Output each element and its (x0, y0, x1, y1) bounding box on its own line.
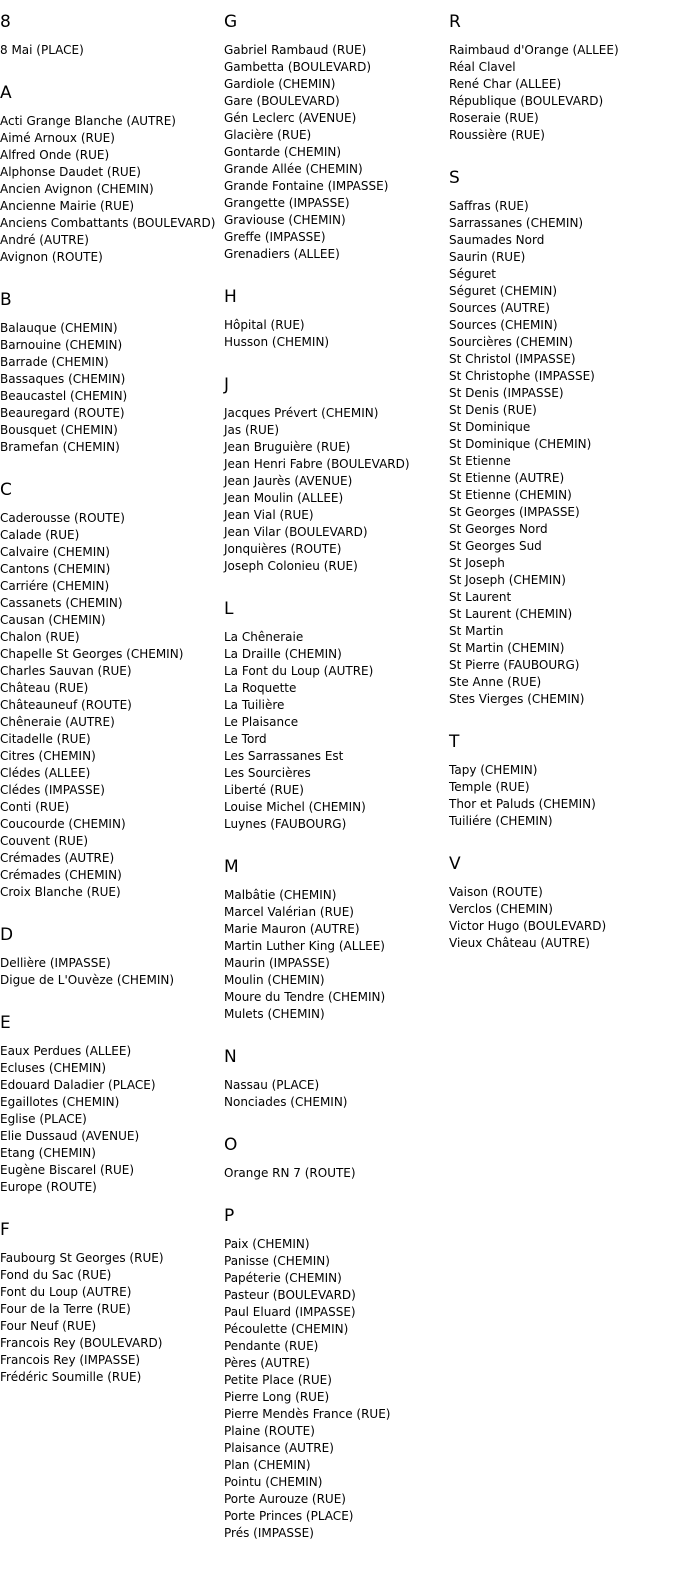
street-list (0, 1250, 220, 1386)
letter-section (224, 275, 444, 363)
street-link[interactable]: St Martin (449, 624, 504, 638)
street-link[interactable]: Faubourg St Georges (RUE) (0, 1251, 164, 1265)
section-letter: M (224, 857, 239, 877)
street-link[interactable]: Paul Eluard (IMPASSE) (224, 1305, 356, 1319)
street-link[interactable]: Porte Aurouze (RUE) (224, 1492, 346, 1506)
street-link[interactable]: Séguret (CHEMIN) (449, 284, 558, 298)
street-link[interactable]: Bassaques (CHEMIN) (0, 372, 126, 386)
letter-section (0, 1001, 220, 1208)
letter-section (0, 468, 220, 913)
street-link[interactable]: Pasteur (BOULEVARD) (224, 1288, 356, 1302)
street-list (0, 320, 220, 456)
street-link[interactable]: Grande Fontaine (IMPASSE) (224, 179, 389, 193)
street-link[interactable]: St Georges Nord (449, 522, 548, 536)
street-link[interactable]: Eglise (PLACE) (0, 1112, 87, 1126)
section-letter: O (224, 1135, 238, 1155)
street-link[interactable]: Séguret (449, 267, 496, 281)
street-link[interactable]: Gabriel Rambaud (RUE) (224, 43, 367, 57)
street-link[interactable]: Panisse (CHEMIN) (224, 1254, 330, 1268)
street-link[interactable]: Maurin (IMPASSE) (224, 956, 330, 970)
street-link[interactable]: St Georges Sud (449, 539, 542, 553)
street-link[interactable]: Sourcières (CHEMIN) (449, 335, 573, 349)
section-letter: S (449, 168, 460, 188)
street-link[interactable]: Jean Vilar (BOULEVARD) (224, 525, 368, 539)
street-list (224, 887, 444, 1023)
street-link[interactable]: La Roquette (224, 681, 297, 695)
street-link[interactable]: Tuiliére (CHEMIN) (449, 814, 553, 828)
street-link[interactable]: Pères (AUTRE) (224, 1356, 310, 1370)
section-letter: D (0, 925, 14, 945)
street-link[interactable]: St Christol (IMPASSE) (449, 352, 576, 366)
street-link[interactable]: Le Tord (224, 732, 267, 746)
street-link[interactable]: Crémades (AUTRE) (0, 851, 115, 865)
street-link[interactable]: Luynes (FAUBOURG) (224, 817, 347, 831)
street-list (224, 629, 444, 833)
street-link[interactable]: Vaison (ROUTE) (449, 885, 543, 899)
street-link[interactable]: Roseraie (RUE) (449, 111, 539, 125)
street-link[interactable]: Francois Rey (BOULEVARD) (0, 1336, 163, 1350)
street-link[interactable]: Papéterie (CHEMIN) (224, 1271, 342, 1285)
street-list (224, 1165, 444, 1182)
street-link[interactable]: Gén Leclerc (AVENUE) (224, 111, 357, 125)
section-letter: N (224, 1047, 237, 1067)
street-link[interactable]: Les Sarrassanes Est (224, 749, 344, 763)
letter-section (224, 363, 444, 587)
letter-section (224, 845, 444, 1035)
street-link[interactable]: Liberté (RUE) (224, 783, 304, 797)
section-letter: A (0, 83, 12, 103)
street-link[interactable]: Réal Clavel (449, 60, 516, 74)
street-link[interactable]: Barnouine (CHEMIN) (0, 338, 123, 352)
street-link[interactable]: René Char (ALLEE) (449, 77, 562, 91)
street-link[interactable]: Four de la Terre (RUE) (0, 1302, 131, 1316)
street-link[interactable]: Martin Luther King (ALLEE) (224, 939, 385, 953)
street-link[interactable]: Château (RUE) (0, 681, 89, 695)
section-letter: 8 (0, 12, 11, 32)
street-link[interactable]: Raimbaud d'Orange (ALLEE) (449, 43, 619, 57)
section-letter: J (224, 375, 230, 395)
street-link[interactable]: Plaine (ROUTE) (224, 1424, 315, 1438)
street-link[interactable]: Sarrassanes (CHEMIN) (449, 216, 584, 230)
street-link[interactable]: Francois Rey (IMPASSE) (0, 1353, 141, 1367)
street-link[interactable]: Sources (CHEMIN) (449, 318, 558, 332)
street-list (449, 42, 669, 144)
street-link[interactable]: Four Neuf (RUE) (0, 1319, 97, 1333)
street-link[interactable]: St Etienne (AUTRE) (449, 471, 565, 485)
street-link[interactable]: Jean Vial (RUE) (224, 508, 314, 522)
street-link[interactable]: Jean Bruguière (RUE) (224, 440, 351, 454)
street-link[interactable]: Cantons (CHEMIN) (0, 562, 111, 576)
street-link[interactable]: Couvent (RUE) (0, 834, 89, 848)
street-link[interactable]: Dellière (IMPASSE) (0, 956, 111, 970)
street-link[interactable]: Anciens Combattants (BOULEVARD) (0, 216, 216, 230)
street-list (224, 405, 444, 575)
street-link[interactable]: Saurin (RUE) (449, 250, 526, 264)
street-link[interactable]: Plaisance (AUTRE) (224, 1441, 334, 1455)
street-list (0, 510, 220, 901)
section-letter: P (224, 1206, 235, 1226)
street-link[interactable]: St Denis (IMPASSE) (449, 386, 564, 400)
street-link[interactable]: Pécoulette (CHEMIN) (224, 1322, 349, 1336)
street-link[interactable]: Tapy (CHEMIN) (449, 763, 538, 777)
street-link[interactable]: Marie Mauron (AUTRE) (224, 922, 360, 936)
street-link[interactable]: Temple (RUE) (449, 780, 530, 794)
street-link[interactable]: Thor et Paluds (CHEMIN) (449, 797, 596, 811)
street-link[interactable]: Mulets (CHEMIN) (224, 1007, 325, 1021)
letter-section (0, 71, 220, 278)
street-link[interactable]: Citadelle (RUE) (0, 732, 91, 746)
street-link[interactable]: Greffe (IMPASSE) (224, 230, 326, 244)
street-link[interactable]: St Etienne (CHEMIN) (449, 488, 572, 502)
street-link[interactable]: Calvaire (CHEMIN) (0, 545, 110, 559)
street-link[interactable]: St Dominique (CHEMIN) (449, 437, 592, 451)
section-letter: C (0, 480, 12, 500)
street-link[interactable]: République (BOULEVARD) (449, 94, 604, 108)
street-link[interactable]: St Pierre (FAUBOURG) (449, 658, 580, 672)
street-link[interactable]: Chêneraie (AUTRE) (0, 715, 115, 729)
street-link[interactable]: Gardiole (CHEMIN) (224, 77, 336, 91)
column-2 (224, 0, 444, 1554)
street-link[interactable]: Graviouse (CHEMIN) (224, 213, 346, 227)
street-link[interactable]: Vieux Château (AUTRE) (449, 936, 590, 950)
street-link[interactable]: Croix Blanche (RUE) (0, 885, 121, 899)
street-link[interactable]: Jonquières (ROUTE) (224, 542, 342, 556)
section-letter: R (449, 12, 461, 32)
street-link[interactable]: St Laurent (449, 590, 512, 604)
section-letter: G (224, 12, 238, 32)
street-link[interactable]: Calade (RUE) (0, 528, 80, 542)
street-link[interactable]: Jas (RUE) (224, 423, 280, 437)
street-link[interactable]: Hôpital (RUE) (224, 318, 305, 332)
street-link[interactable]: Saffras (RUE) (449, 199, 529, 213)
letter-section (0, 913, 220, 1001)
section-letter: H (224, 287, 237, 307)
letter-section (224, 587, 444, 845)
street-link[interactable]: Gontarde (CHEMIN) (224, 145, 342, 159)
letter-section (224, 1194, 444, 1554)
street-link[interactable]: Bousquet (CHEMIN) (0, 423, 118, 437)
street-link[interactable]: Jacques Prévert (CHEMIN) (224, 406, 379, 420)
street-link[interactable]: St Dominique (449, 420, 531, 434)
street-link[interactable]: Edouard Daladier (PLACE) (0, 1078, 156, 1092)
street-link[interactable]: La Chêneraie (224, 630, 304, 644)
street-link[interactable]: Prés (IMPASSE) (224, 1526, 314, 1540)
street-link[interactable]: Ecluses (CHEMIN) (0, 1061, 107, 1075)
street-link[interactable]: La Font du Loup (AUTRE) (224, 664, 374, 678)
street-link[interactable]: Gare (BOULEVARD) (224, 94, 340, 108)
street-list (449, 198, 669, 708)
letter-section (224, 1035, 444, 1123)
street-link[interactable]: Conti (RUE) (0, 800, 70, 814)
street-list (0, 955, 220, 989)
street-link[interactable]: Pierre Long (RUE) (224, 1390, 330, 1404)
street-link[interactable]: Porte Princes (PLACE) (224, 1509, 354, 1523)
street-link[interactable]: Ancien Avignon (CHEMIN) (0, 182, 154, 196)
street-link[interactable]: Marcel Valérian (RUE) (224, 905, 354, 919)
street-link[interactable]: Moulin (CHEMIN) (224, 973, 325, 987)
street-link[interactable]: Carriére (CHEMIN) (0, 579, 110, 593)
street-link[interactable]: Alphonse Daudet (RUE) (0, 165, 141, 179)
letter-section (449, 0, 669, 156)
street-link[interactable]: Bramefan (CHEMIN) (0, 440, 120, 454)
street-link[interactable]: Ste Anne (RUE) (449, 675, 542, 689)
street-link[interactable]: Orange RN 7 (ROUTE) (224, 1166, 356, 1180)
street-link[interactable]: Egaillotes (CHEMIN) (0, 1095, 120, 1109)
street-link[interactable]: Eaux Perdues (ALLEE) (0, 1044, 132, 1058)
street-link[interactable]: La Draille (CHEMIN) (224, 647, 342, 661)
street-link[interactable]: Crémades (CHEMIN) (0, 868, 122, 882)
street-link[interactable]: Causan (CHEMIN) (0, 613, 106, 627)
street-link[interactable]: Fond du Sac (RUE) (0, 1268, 112, 1282)
street-link[interactable]: St Georges (IMPASSE) (449, 505, 580, 519)
street-link[interactable]: Châteauneuf (ROUTE) (0, 698, 132, 712)
street-link[interactable]: Grenadiers (ALLEE) (224, 247, 340, 261)
street-link[interactable]: Eugène Biscarel (RUE) (0, 1163, 135, 1177)
street-link[interactable]: Grande Allée (CHEMIN) (224, 162, 363, 176)
street-link[interactable]: Barrade (CHEMIN) (0, 355, 109, 369)
street-link[interactable]: Joseph Colonieu (RUE) (224, 559, 358, 573)
street-link[interactable]: Sources (AUTRE) (449, 301, 550, 315)
street-link[interactable]: Chalon (RUE) (0, 630, 80, 644)
letter-section (449, 720, 669, 842)
street-list (0, 1043, 220, 1196)
street-link[interactable]: Stes Vierges (CHEMIN) (449, 692, 585, 706)
street-link[interactable]: Roussière (RUE) (449, 128, 545, 142)
street-list (224, 1077, 444, 1111)
street-list (0, 42, 220, 59)
street-link[interactable]: Louise Michel (CHEMIN) (224, 800, 366, 814)
street-link[interactable]: Moure du Tendre (CHEMIN) (224, 990, 386, 1004)
street-link[interactable]: Grangette (IMPASSE) (224, 196, 350, 210)
street-link[interactable]: St Joseph (449, 556, 505, 570)
street-link[interactable]: St Christophe (IMPASSE) (449, 369, 595, 383)
street-link[interactable]: Clédes (ALLEE) (0, 766, 91, 780)
street-link[interactable]: Plan (CHEMIN) (224, 1458, 311, 1472)
letter-section (0, 278, 220, 468)
street-list (449, 884, 669, 952)
street-link[interactable]: Etang (CHEMIN) (0, 1146, 96, 1160)
street-link[interactable]: Citres (CHEMIN) (0, 749, 96, 763)
street-link[interactable]: André (AUTRE) (0, 233, 89, 247)
street-list (449, 762, 669, 830)
street-link[interactable]: Verclos (CHEMIN) (449, 902, 553, 916)
column-1 (0, 0, 220, 1398)
street-link[interactable]: St Laurent (CHEMIN) (449, 607, 573, 621)
street-link[interactable]: Ancienne Mairie (RUE) (0, 199, 135, 213)
street-list (224, 1236, 444, 1542)
street-link[interactable]: Le Plaisance (224, 715, 299, 729)
letter-section (449, 156, 669, 720)
street-list (224, 317, 444, 351)
street-link[interactable]: Frédéric Soumille (RUE) (0, 1370, 142, 1384)
street-link[interactable]: Pierre Mendès France (RUE) (224, 1407, 391, 1421)
street-link[interactable]: St Joseph (CHEMIN) (449, 573, 566, 587)
street-link[interactable]: Nonciades (CHEMIN) (224, 1095, 348, 1109)
letter-section (224, 1123, 444, 1194)
street-link[interactable]: Pointu (CHEMIN) (224, 1475, 323, 1489)
section-letter: E (0, 1013, 11, 1033)
street-link[interactable]: Avignon (ROUTE) (0, 250, 103, 264)
section-letter: B (0, 290, 12, 310)
letter-section (224, 0, 444, 275)
street-link[interactable]: St Denis (RUE) (449, 403, 537, 417)
street-link[interactable]: Malbâtie (CHEMIN) (224, 888, 337, 902)
street-link[interactable]: Paix (CHEMIN) (224, 1237, 310, 1251)
section-letter: F (0, 1220, 10, 1240)
letter-section (449, 842, 669, 964)
street-link[interactable]: Beaucastel (CHEMIN) (0, 389, 128, 403)
street-link[interactable]: Coucourde (CHEMIN) (0, 817, 126, 831)
street-link[interactable]: Beauregard (ROUTE) (0, 406, 125, 420)
letter-section (0, 0, 220, 71)
street-link[interactable]: Gambetta (BOULEVARD) (224, 60, 372, 74)
street-link[interactable]: Acti Grange Blanche (AUTRE) (0, 114, 176, 128)
street-link[interactable]: Petite Place (RUE) (224, 1373, 332, 1387)
street-link[interactable]: Saumades Nord (449, 233, 545, 247)
street-link[interactable]: Balauque (CHEMIN) (0, 321, 118, 335)
street-link[interactable]: Alfred Onde (RUE) (0, 148, 110, 162)
section-letter: T (449, 732, 460, 752)
section-letter: L (224, 599, 234, 619)
street-link[interactable]: Glacière (RUE) (224, 128, 312, 142)
street-link[interactable]: Chapelle St Georges (CHEMIN) (0, 647, 184, 661)
street-link[interactable]: Victor Hugo (BOULEVARD) (449, 919, 607, 933)
street-link[interactable]: La Tuilière (224, 698, 285, 712)
street-link[interactable]: Jean Jaurès (AVENUE) (224, 474, 353, 488)
street-link[interactable]: Font du Loup (AUTRE) (0, 1285, 132, 1299)
street-list (224, 42, 444, 263)
street-link[interactable]: Caderousse (ROUTE) (0, 511, 125, 525)
street-link[interactable]: Nassau (PLACE) (224, 1078, 320, 1092)
street-link[interactable]: Pendante (RUE) (224, 1339, 319, 1353)
street-link[interactable]: 8 Mai (PLACE) (0, 43, 84, 57)
street-link[interactable]: Husson (CHEMIN) (224, 335, 330, 349)
street-link[interactable]: Clédes (IMPASSE) (0, 783, 105, 797)
street-link[interactable]: Digue de L'Ouvèze (CHEMIN) (0, 973, 175, 987)
street-link[interactable]: St Etienne (449, 454, 511, 468)
street-link[interactable]: St Martin (CHEMIN) (449, 641, 565, 655)
street-link[interactable]: Aimé Arnoux (RUE) (0, 131, 115, 145)
street-link[interactable]: Les Sourcières (224, 766, 311, 780)
letter-section (0, 1208, 220, 1398)
street-link[interactable]: Elie Dussaud (AVENUE) (0, 1129, 140, 1143)
street-link[interactable]: Cassanets (CHEMIN) (0, 596, 123, 610)
street-link[interactable]: Charles Sauvan (RUE) (0, 664, 132, 678)
section-letter: V (449, 854, 461, 874)
street-list (0, 113, 220, 266)
street-link[interactable]: Jean Moulin (ALLEE) (224, 491, 344, 505)
column-3 (449, 0, 669, 964)
street-link[interactable]: Europe (ROUTE) (0, 1180, 97, 1194)
street-link[interactable]: Jean Henri Fabre (BOULEVARD) (224, 457, 410, 471)
